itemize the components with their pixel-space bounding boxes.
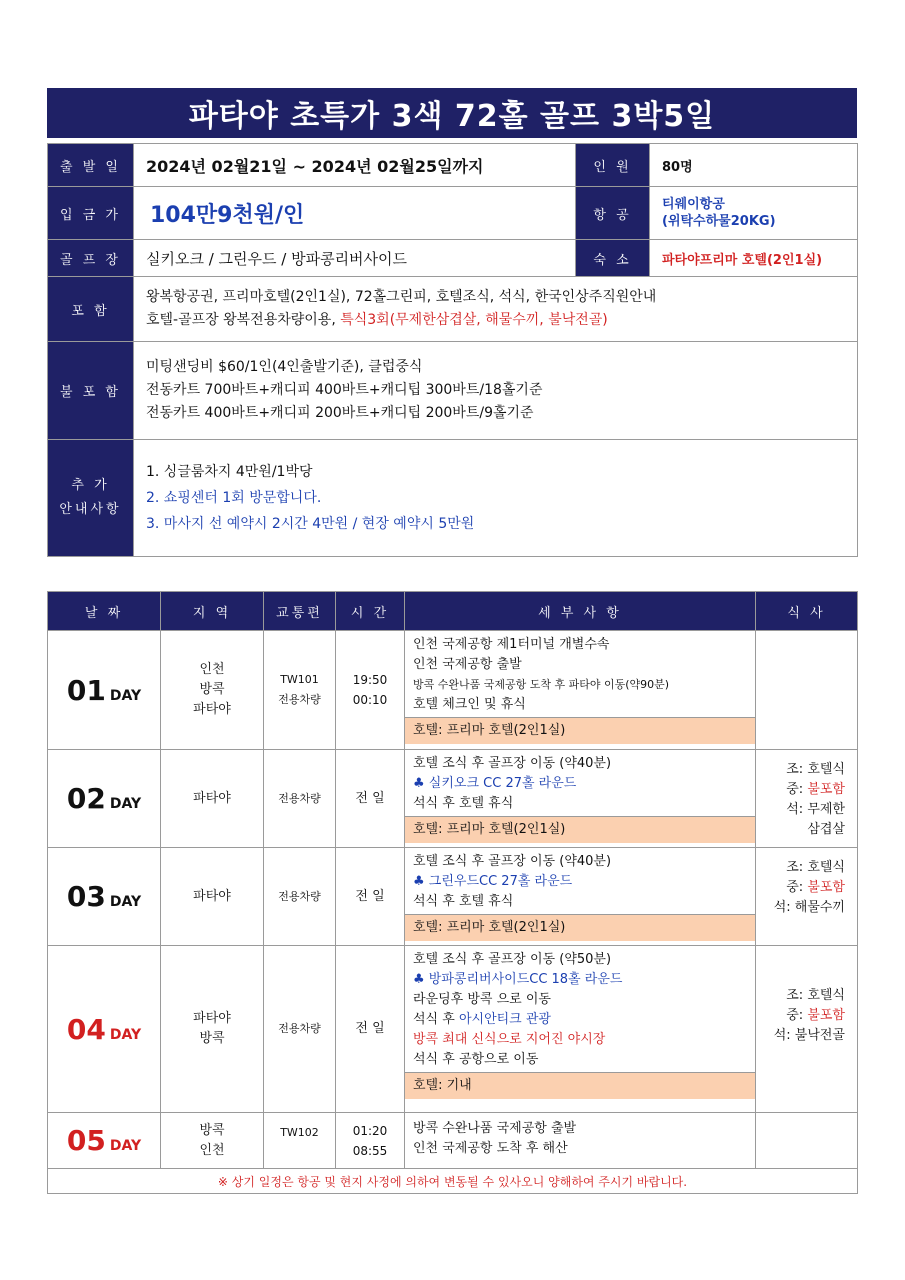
meal-lunch: 중: bbox=[786, 880, 808, 895]
region: 인천 bbox=[199, 662, 225, 677]
extra-line-2: 2. 쇼핑센터 1회 방문합니다. bbox=[146, 490, 322, 506]
transport: 전용차량 bbox=[278, 1022, 321, 1035]
exclude-line-3: 전동카트 400바트+캐디피 200바트+캐디팁 200바트/9홀기준 bbox=[146, 405, 534, 421]
exclude-line-2: 전동카트 700바트+캐디피 400바트+캐디팁 300바트/18홀기준 bbox=[146, 382, 543, 398]
hotel-label: 숙 소 bbox=[576, 240, 650, 277]
time: 08:55 bbox=[352, 1143, 388, 1158]
detail-line: 인천 국제공항 제1터미널 개별수속 bbox=[413, 637, 610, 652]
time: 19:50 bbox=[352, 673, 388, 687]
price-label: 입 금 가 bbox=[48, 187, 134, 240]
table-row bbox=[48, 631, 858, 750]
header-region: 지 역 bbox=[161, 592, 264, 631]
detail-line: 라운딩후 방콕 으로 이동 bbox=[413, 992, 551, 1007]
meal-dinner: 석: 해물수끼 bbox=[773, 900, 845, 915]
region: 파타야 bbox=[193, 702, 231, 717]
include-line-1: 왕복항공권, 프리마호텔(2인1실), 72홀그린피, 호텔조식, 석식, 한국인상주직원안내 bbox=[146, 289, 657, 305]
table-row bbox=[48, 946, 858, 1113]
footer-note: ※ 상기 일정은 항공 및 현지 사정에 의하여 변동될 수 있사오니 양해하여 주시기 바랍니다. bbox=[48, 1169, 858, 1194]
golf-label: 골 프 장 bbox=[48, 240, 134, 277]
transport: 전용차량 bbox=[278, 693, 321, 706]
detail-line: 호텔 조식 후 골프장 이동 (약50분) bbox=[413, 952, 612, 967]
golf-round: ♣ 실키오크 CC 27홀 라운드 bbox=[413, 776, 577, 791]
detail-line: 방콕 수완나품 국제공항 도착 후 파타야 이동(약90분) bbox=[413, 678, 670, 691]
include-line-2: 호텔-골프장 왕복전용차량이용, bbox=[146, 312, 341, 328]
night-market-note: 방콕 최대 신식으로 지어진 야시장 bbox=[413, 1032, 606, 1047]
departure-label: 출 발 일 bbox=[48, 144, 134, 187]
day-label: DAY bbox=[109, 1026, 142, 1043]
transport: 전용차량 bbox=[278, 889, 321, 903]
hotel-value: 파타야프리마 호텔(2인1실) bbox=[650, 240, 858, 277]
golf-round: ♣ 그린우드CC 27홀 라운드 bbox=[413, 874, 573, 889]
detail-line: 호텔 조식 후 골프장 이동 (약40분) bbox=[413, 854, 612, 869]
time: 01:20 bbox=[352, 1123, 388, 1138]
day-label: DAY bbox=[109, 796, 142, 812]
meal-dinner: 석: 불낙전골 bbox=[773, 1028, 845, 1043]
airline-label: 항 공 bbox=[576, 187, 650, 240]
extra-line-3: 3. 마사지 선 예약시 2시간 4만원 / 현장 예약시 5만원 bbox=[146, 516, 475, 532]
detail-line: 인천 국제공항 출발 bbox=[413, 657, 522, 672]
people-value: 80명 bbox=[650, 144, 858, 187]
header-time: 시 간 bbox=[336, 592, 405, 631]
meal-lunch: 중: bbox=[786, 782, 808, 797]
detail-line: 석식 후 호텔 휴식 bbox=[413, 894, 514, 909]
hotel-info: 호텔: 프리마 호텔(2인1실) bbox=[405, 914, 755, 941]
detail-line: 호텔 조식 후 골프장 이동 (약40분) bbox=[413, 756, 612, 771]
header-meals: 식 사 bbox=[756, 592, 858, 631]
meal-breakfast: 조: 호텔식 bbox=[786, 762, 845, 777]
meal-lunch-value: 불포함 bbox=[807, 1008, 845, 1023]
region: 파타야 bbox=[193, 1011, 231, 1026]
detail-line: 호텔 체크인 및 휴식 bbox=[413, 697, 526, 712]
time: 전 일 bbox=[355, 1021, 385, 1036]
detail-line: 석식 후 공항으로 이동 bbox=[413, 1052, 539, 1067]
meal-lunch: 중: bbox=[786, 1008, 808, 1023]
hotel-info: 호텔: 프리마 호텔(2인1실) bbox=[405, 717, 755, 744]
time: 00:10 bbox=[352, 693, 388, 707]
transport: 전용차량 bbox=[278, 791, 321, 805]
day-number: 01 bbox=[66, 673, 106, 707]
detail-line: 석식 후 호텔 휴식 bbox=[413, 796, 514, 811]
day-number: 02 bbox=[66, 782, 106, 815]
exclude-label: 불 포 함 bbox=[48, 342, 134, 440]
meal-dinner: 석: 무제한 bbox=[786, 802, 845, 817]
golf-value: 실키오크 / 그린우드 / 방파콩리버사이드 bbox=[134, 240, 576, 277]
region: 인천 bbox=[199, 1142, 225, 1158]
extra-line-1: 1. 싱글룸차지 4만원/1박당 bbox=[146, 464, 313, 480]
region: 방콕 bbox=[199, 1122, 225, 1138]
price-value: 104만9천원/인 bbox=[134, 187, 576, 240]
extra-label-2: 안내사항 bbox=[59, 502, 122, 517]
region: 방콕 bbox=[199, 1031, 225, 1046]
header-transport: 교통편 bbox=[264, 592, 336, 631]
include-special-meals: 특식3회(무제한삼겹살, 해물수끼, 불낙전골) bbox=[340, 312, 608, 328]
airline-name: 티웨이항공 bbox=[662, 197, 725, 212]
table-row bbox=[48, 750, 858, 848]
time: 전 일 bbox=[355, 790, 385, 806]
meal-breakfast: 조: 호텔식 bbox=[786, 860, 845, 875]
day-number: 04 bbox=[66, 1012, 106, 1046]
trip-info-table bbox=[47, 143, 858, 557]
detail-line: 방콕 수완나품 국제공항 출발 bbox=[413, 1121, 577, 1136]
header-details: 세 부 사 항 bbox=[405, 592, 756, 631]
header-date: 날 짜 bbox=[48, 592, 161, 631]
page-title: 파타야 초특가 3색 72홀 골프 3박5일 bbox=[47, 88, 857, 138]
golf-round: ♣ 방파콩리버사이드CC 18홀 라운드 bbox=[413, 972, 623, 987]
extra-label-1: 추 가 bbox=[71, 478, 110, 493]
day-number: 05 bbox=[66, 1124, 106, 1157]
flight-number: TW102 bbox=[280, 1126, 319, 1139]
meal-breakfast: 조: 호텔식 bbox=[786, 988, 845, 1003]
detail-line: 석식 후 bbox=[413, 1012, 459, 1027]
day-label: DAY bbox=[109, 1138, 142, 1154]
hotel-info: 호텔: 프리마 호텔(2인1실) bbox=[405, 816, 755, 843]
detail-line: 인천 국제공항 도착 후 해산 bbox=[413, 1141, 568, 1156]
day-label: DAY bbox=[109, 894, 142, 910]
meal-lunch-value: 불포함 bbox=[807, 782, 845, 797]
region: 파타야 bbox=[193, 790, 231, 806]
airline-baggage: (위탁수하물20KG) bbox=[662, 214, 776, 229]
include-label: 포 함 bbox=[48, 277, 134, 342]
hotel-info: 호텔: 기내 bbox=[405, 1072, 755, 1099]
region: 파타야 bbox=[193, 888, 231, 904]
time: 전 일 bbox=[355, 888, 385, 904]
meal-dinner-cont: 삼겹살 bbox=[807, 822, 845, 837]
region: 방콕 bbox=[199, 682, 225, 697]
day-label: DAY bbox=[109, 687, 142, 704]
tour-highlight: 아시안티크 관광 bbox=[458, 1012, 551, 1027]
schedule-table bbox=[47, 591, 858, 1194]
flight-number: TW101 bbox=[280, 673, 319, 686]
table-row bbox=[48, 1113, 858, 1169]
day-number: 03 bbox=[66, 880, 106, 913]
meal-lunch-value: 불포함 bbox=[807, 880, 845, 895]
departure-value: 2024년 02월21일 ~ 2024년 02월25일까지 bbox=[134, 144, 576, 187]
people-label: 인 원 bbox=[576, 144, 650, 187]
table-row bbox=[48, 848, 858, 946]
exclude-line-1: 미팅샌딩비 $60/1인(4인출발기준), 클럽중식 bbox=[146, 359, 423, 375]
